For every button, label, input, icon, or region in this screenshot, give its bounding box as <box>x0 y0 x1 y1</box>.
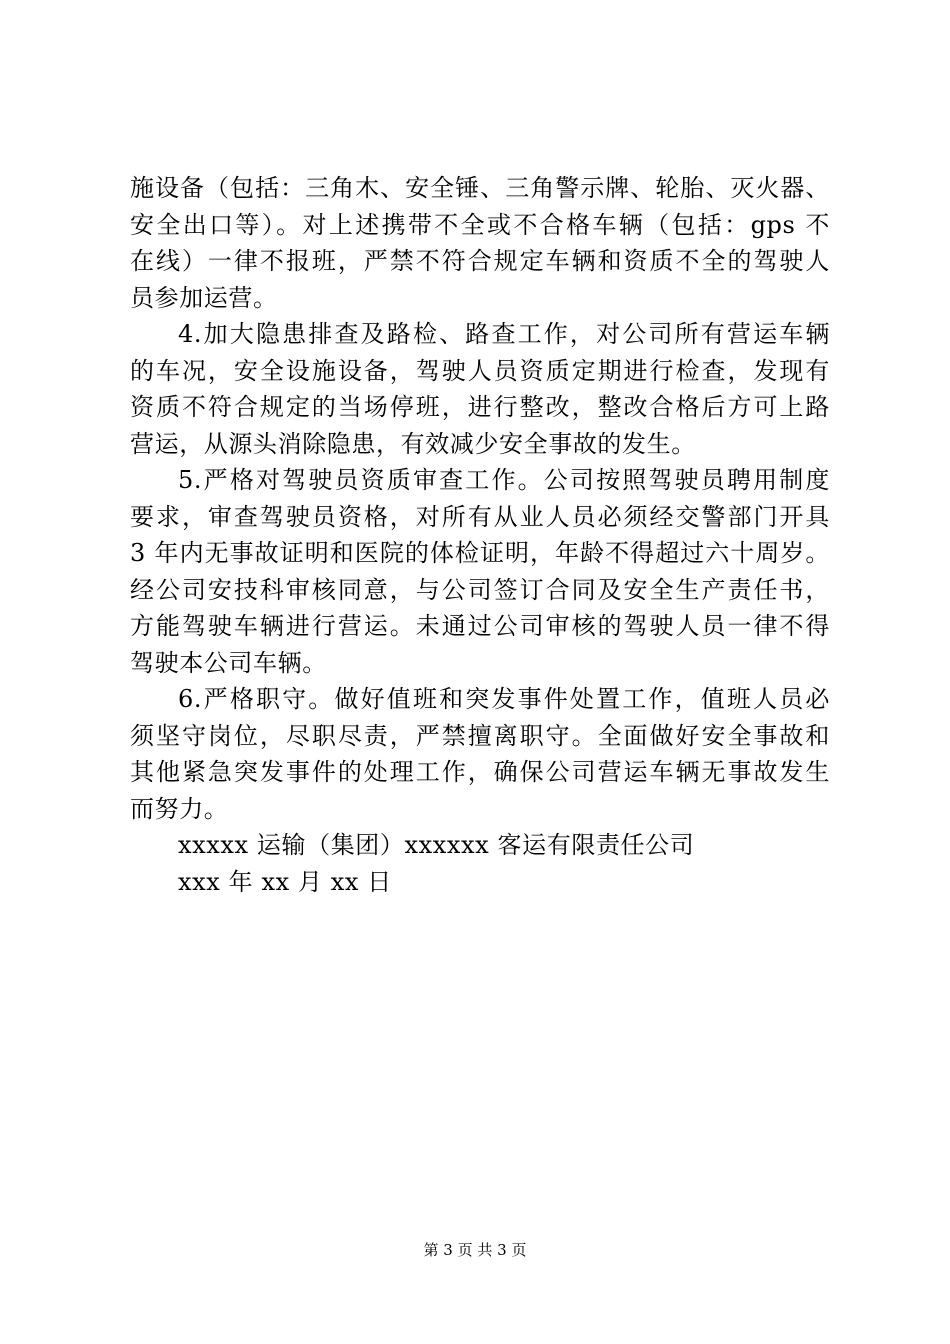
text-line: 驾驶本公司车辆。 <box>130 648 327 677</box>
text-line: 安全出口等）。对上述携带不全或不合格车辆（包括：gps 不 <box>130 210 830 239</box>
text-line: 要求，审查驾驶员资格，对所有从业人员必须经交警部门开具 <box>130 502 830 531</box>
text-line: 员参加运营。 <box>130 283 278 312</box>
text-line: 5.严格对驾驶员资质审查工作。公司按照驾驶员聘用制度 <box>178 466 830 494</box>
document-body <box>130 170 830 900</box>
text-line: 经公司安技科审核同意，与公司签订合同及安全生产责任书， <box>130 575 830 604</box>
text-line: 资质不符合规定的当场停班，进行整改，整改合格后方可上路 <box>130 393 830 421</box>
text-line: 在线）一律不报班，严禁不符合规定车辆和资质不全的驾驶人 <box>130 247 830 275</box>
text-line: 方能驾驶车辆进行营运。未通过公司审核的驾驶人员一律不得 <box>130 612 830 640</box>
text-line: 其他紧急突发事件的处理工作，确保公司营运车辆无事故发生 <box>130 758 830 786</box>
text-line: 而努力。 <box>130 794 229 823</box>
text-line: 3 年内无事故证明和医院的体检证明，年龄不得超过六十周岁。 <box>130 539 830 567</box>
text-line: 营运，从源头消除隐患，有效减少安全事故的发生。 <box>130 429 696 458</box>
page-footer: 第 3 页 共 3 页 <box>423 1241 527 1259</box>
text-line: xxx 年 xx 月 xx 日 <box>178 867 392 896</box>
text-line: 6.严格职守。做好值班和突发事件处置工作，值班人员必 <box>178 685 830 713</box>
text-line: 4.加大隐患排查及路检、路查工作，对公司所有营运车辆 <box>178 320 830 348</box>
text-line: 须坚守岗位，尽职尽责，严禁擅离职守。全面做好安全事故和 <box>130 721 830 750</box>
text-line: 的车况，安全设施设备，驾驶人员资质定期进行检查，发现有 <box>130 356 830 385</box>
text-line: 施设备（包括：三角木、安全锤、三角警示牌、轮胎、灭火器、 <box>130 174 830 202</box>
text-line: xxxxx 运输（集团）xxxxxx 客运有限责任公司 <box>178 831 695 859</box>
